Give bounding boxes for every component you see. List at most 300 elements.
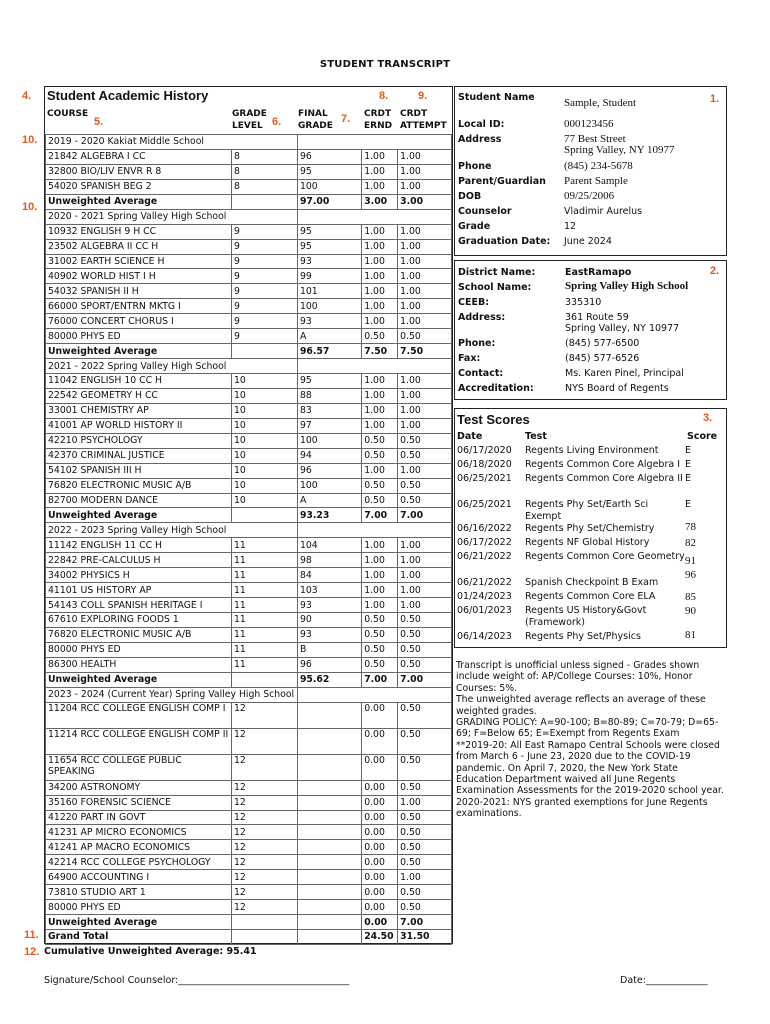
test-date: 06/25/2021 — [457, 499, 512, 510]
grade-level — [231, 194, 297, 209]
credits-earned: 24.50 — [362, 930, 398, 945]
final-grade: 95 — [297, 224, 361, 239]
grade-level: 8 — [231, 149, 297, 164]
credits-attempted: 0.50 — [398, 613, 452, 628]
credits-earned: 1.00 — [362, 149, 398, 164]
final-grade: 94 — [297, 448, 361, 463]
course-name: 64900 ACCOUNTING I — [46, 870, 232, 885]
course-name: 22842 PRE-CALCULUS H — [46, 553, 232, 568]
credits-earned: 0.50 — [362, 329, 398, 344]
grade-level: 12 — [231, 795, 297, 810]
test-col-date: Date — [457, 431, 483, 442]
test-score: E — [685, 499, 692, 510]
credits-attempted: 1.00 — [398, 568, 452, 583]
credits-attempted: 0.50 — [398, 780, 452, 795]
district-label: District Name: — [458, 267, 536, 278]
credits-earned: 0.00 — [362, 795, 398, 810]
credits-attempted: 7.00 — [398, 915, 452, 930]
course-name: 54102 SPANISH III H — [46, 463, 232, 478]
course-name: 41241 AP MACRO ECONOMICS — [46, 840, 232, 855]
credits-earned: 1.00 — [362, 374, 398, 389]
grade-level — [231, 930, 297, 945]
district-value: EastRamapo — [565, 267, 632, 278]
col-crdt-attempt: CRDT ATTEMPT — [400, 109, 447, 131]
credits-attempted: 1.00 — [398, 164, 452, 179]
test-score: 90 — [685, 605, 696, 617]
credits-attempted: 0.50 — [398, 478, 452, 493]
credits-earned: 1.00 — [362, 403, 398, 418]
credits-earned: 1.00 — [362, 284, 398, 299]
course-name: 76000 CONCERT CHORUS I — [46, 314, 232, 329]
credits-attempted: 7.00 — [398, 508, 452, 523]
empty-cell — [297, 359, 451, 374]
callout-10b: 10. — [22, 201, 38, 213]
credits-attempted: 7.50 — [398, 344, 452, 359]
final-grade — [297, 855, 361, 870]
local-id-label: Local ID: — [458, 119, 505, 130]
grade-level — [231, 915, 297, 930]
course-row — [46, 388, 452, 403]
callout-11: 11. — [24, 929, 39, 941]
final-grade: 100 — [297, 478, 361, 493]
school-year-label: 2019 - 2020 Kakiat Middle School — [46, 135, 298, 150]
average-row — [46, 930, 452, 945]
fax-label: Fax: — [458, 353, 481, 364]
course-row — [46, 795, 452, 810]
credits-earned: 0.00 — [362, 780, 398, 795]
test-date: 06/01/2023 — [457, 605, 512, 616]
col-grade-level: GRADE LEVEL — [232, 109, 267, 131]
final-grade — [297, 915, 361, 930]
grade-level: 11 — [231, 642, 297, 657]
test-name: Regents Phy Set/Earth Sci Exempt — [525, 499, 649, 522]
callout-8: 8. — [379, 90, 389, 102]
grade-level — [231, 672, 297, 687]
final-grade — [297, 840, 361, 855]
contact-label: Contact: — [458, 368, 504, 379]
school-year-row — [46, 359, 452, 374]
course-row — [46, 780, 452, 795]
credits-earned: 0.00 — [362, 840, 398, 855]
credits-attempted: 0.50 — [398, 493, 452, 508]
final-grade: 83 — [297, 403, 361, 418]
credits-attempted: 3.00 — [398, 194, 452, 209]
credits-attempted: 1.00 — [398, 388, 452, 403]
test-score: 96 — [685, 569, 696, 581]
course-name: 67610 EXPLORING FOODS 1 — [46, 613, 232, 628]
callout-1: 1. — [710, 93, 720, 105]
grade-level: 9 — [231, 224, 297, 239]
credits-earned: 1.00 — [362, 568, 398, 583]
credits-attempted: 0.50 — [398, 810, 452, 825]
final-grade — [297, 702, 361, 728]
credits-attempted: 0.50 — [398, 825, 452, 840]
credits-attempted: 1.00 — [398, 403, 452, 418]
course-row — [46, 885, 452, 900]
course-row — [46, 239, 452, 254]
final-grade: 97 — [297, 418, 361, 433]
credits-attempted: 1.00 — [398, 463, 452, 478]
col-final-grade: FINAL GRADE — [298, 109, 333, 131]
course-row — [46, 553, 452, 568]
course-name: 32800 BIO/LIV ENVR R 8 — [46, 164, 232, 179]
final-grade: 97.00 — [297, 194, 361, 209]
final-grade: B — [297, 642, 361, 657]
course-row — [46, 728, 452, 754]
course-name: 41220 PART IN GOVT — [46, 810, 232, 825]
course-row — [46, 627, 452, 642]
fax-value: (845) 577-6526 — [565, 353, 640, 364]
credits-attempted: 0.50 — [398, 728, 452, 754]
school-phone-value: (845) 577-6500 — [565, 338, 640, 349]
test-scores-box — [454, 408, 727, 648]
test-date: 01/24/2023 — [457, 591, 512, 602]
school-year-row — [46, 135, 452, 150]
grade-level: 12 — [231, 702, 297, 728]
course-name: 86300 HEALTH — [46, 657, 232, 672]
course-name: 22542 GEOMETRY H CC — [46, 388, 232, 403]
address-line1: 77 Best Street — [564, 133, 626, 145]
course-name: 31002 EARTH SCIENCE H — [46, 254, 232, 269]
course-name: 11142 ENGLISH 11 CC H — [46, 538, 232, 553]
course-row — [46, 164, 452, 179]
course-name: 54020 SPANISH BEG 2 — [46, 179, 232, 194]
final-grade: 93 — [297, 598, 361, 613]
test-date: 06/21/2022 — [457, 577, 512, 588]
course-row — [46, 657, 452, 672]
credits-earned: 0.50 — [362, 478, 398, 493]
credits-earned: 0.00 — [362, 728, 398, 754]
school-phone-label: Phone: — [458, 338, 496, 349]
final-grade: 96 — [297, 149, 361, 164]
credits-attempted: 1.00 — [398, 553, 452, 568]
credits-attempted: 0.50 — [398, 448, 452, 463]
final-grade: 93 — [297, 254, 361, 269]
credits-earned: 7.50 — [362, 344, 398, 359]
course-row — [46, 284, 452, 299]
final-grade: 98 — [297, 553, 361, 568]
course-name: 80000 PHYS ED — [46, 642, 232, 657]
course-row — [46, 463, 452, 478]
grade-level: 11 — [231, 553, 297, 568]
course-name: 11654 RCC COLLEGE PUBLIC SPEAKING — [46, 754, 232, 780]
course-row — [46, 418, 452, 433]
credits-attempted: 1.00 — [398, 598, 452, 613]
student-name-label: Student Name — [458, 92, 535, 103]
credits-attempted: 31.50 — [398, 930, 452, 945]
course-row — [46, 149, 452, 164]
student-info-box — [454, 86, 727, 256]
course-name: 41231 AP MICRO ECONOMICS — [46, 825, 232, 840]
course-name: 66000 SPORT/ENTRN MKTG I — [46, 299, 232, 314]
course-name: 35160 FORENSIC SCIENCE — [46, 795, 232, 810]
grade-level: 9 — [231, 329, 297, 344]
credits-attempted: 0.50 — [398, 900, 452, 915]
credits-earned: 1.00 — [362, 224, 398, 239]
course-row — [46, 825, 452, 840]
grade-level: 9 — [231, 299, 297, 314]
course-row — [46, 598, 452, 613]
empty-cell — [297, 523, 451, 538]
school-name-value: Spring Valley High School — [565, 280, 689, 292]
final-grade: 95 — [297, 164, 361, 179]
course-row — [46, 810, 452, 825]
test-score: 78 — [685, 521, 696, 533]
credits-attempted: 1.00 — [398, 299, 452, 314]
accreditation-value: NYS Board of Regents — [565, 383, 669, 394]
grade-level: 10 — [231, 374, 297, 389]
grade-level: 9 — [231, 314, 297, 329]
grade-level: 10 — [231, 403, 297, 418]
graduation-value: June 2024 — [564, 236, 612, 247]
grade-level: 9 — [231, 269, 297, 284]
empty-cell — [297, 687, 451, 702]
grade-level: 11 — [231, 627, 297, 642]
school-year-row — [46, 209, 452, 224]
cumulative-average: Cumulative Unweighted Average: 95.41 — [44, 946, 257, 957]
credits-earned: 0.00 — [362, 885, 398, 900]
credits-earned: 1.00 — [362, 388, 398, 403]
average-row — [46, 508, 452, 523]
local-id-value: 000123456 — [564, 118, 614, 130]
credits-attempted: 1.00 — [398, 418, 452, 433]
final-grade — [297, 728, 361, 754]
test-col-score: Score — [687, 431, 718, 442]
course-name: 33001 CHEMISTRY AP — [46, 403, 232, 418]
credits-earned: 1.00 — [362, 314, 398, 329]
course-name: 10932 ENGLISH 9 H CC — [46, 224, 232, 239]
grade-level: 12 — [231, 810, 297, 825]
course-row — [46, 448, 452, 463]
course-name: Grand Total — [46, 930, 232, 945]
final-grade: 90 — [297, 613, 361, 628]
course-name: Unweighted Average — [46, 672, 232, 687]
final-grade: 95.62 — [297, 672, 361, 687]
credits-earned: 0.00 — [362, 900, 398, 915]
final-grade — [297, 754, 361, 780]
test-score: E — [685, 459, 692, 470]
school-year-label: 2023 - 2024 (Current Year) Spring Valley High School — [46, 687, 298, 702]
grade-level: 10 — [231, 463, 297, 478]
callout-5: 5. — [94, 116, 104, 128]
callout-7: 7. — [341, 113, 351, 125]
course-row — [46, 855, 452, 870]
final-grade — [297, 885, 361, 900]
credits-attempted: 1.00 — [398, 239, 452, 254]
credits-earned: 1.00 — [362, 418, 398, 433]
grade-level: 12 — [231, 754, 297, 780]
course-row — [46, 269, 452, 284]
transcript-notes — [456, 660, 726, 820]
callout-2: 2. — [710, 265, 720, 277]
credits-earned: 0.00 — [362, 855, 398, 870]
grade-level: 10 — [231, 418, 297, 433]
test-score: 85 — [685, 591, 696, 603]
credits-earned: 1.00 — [362, 239, 398, 254]
credits-earned: 1.00 — [362, 598, 398, 613]
credits-earned: 7.00 — [362, 672, 398, 687]
test-name: Regents NF Global History — [525, 537, 650, 548]
course-row — [46, 403, 452, 418]
grade-level: 10 — [231, 493, 297, 508]
course-row — [46, 870, 452, 885]
school-name-label: School Name: — [458, 282, 532, 293]
final-grade: 93 — [297, 314, 361, 329]
course-row — [46, 568, 452, 583]
date-signature-line[interactable]: Date:_____________ — [620, 975, 708, 986]
col-course: COURSE — [47, 109, 89, 119]
grade-value: 12 — [564, 221, 577, 232]
grade-level: 11 — [231, 583, 297, 598]
test-score: E — [685, 473, 692, 484]
final-grade: 100 — [297, 299, 361, 314]
grade-level: 11 — [231, 657, 297, 672]
academic-history-box — [44, 86, 453, 944]
final-grade: 88 — [297, 388, 361, 403]
test-date: 06/25/2021 — [457, 473, 512, 484]
grade-level — [231, 344, 297, 359]
credits-attempted: 0.50 — [398, 433, 452, 448]
final-grade: 95 — [297, 374, 361, 389]
course-name: 41001 AP WORLD HISTORY II — [46, 418, 232, 433]
academic-history-header: Student Academic History — [47, 88, 209, 103]
test-scores-header: Test Scores — [457, 412, 530, 427]
grade-level: 12 — [231, 870, 297, 885]
credits-attempted: 1.00 — [398, 538, 452, 553]
note-grading-policy: GRADING POLICY: A=90-100; B=80-89; C=70-79; D=65-69; F=Below 65; E=Exempt from Regents Exam — [456, 717, 719, 740]
course-name: 41101 US HISTORY AP — [46, 583, 232, 598]
final-grade: 100 — [297, 433, 361, 448]
test-date: 06/17/2020 — [457, 445, 512, 456]
credits-earned: 0.00 — [362, 870, 398, 885]
course-row — [46, 179, 452, 194]
test-date: 06/14/2023 — [457, 631, 512, 642]
final-grade — [297, 795, 361, 810]
credits-attempted: 7.00 — [398, 672, 452, 687]
course-name: 34200 ASTRONOMY — [46, 780, 232, 795]
credits-attempted: 1.00 — [398, 284, 452, 299]
final-grade: 99 — [297, 269, 361, 284]
callout-9: 9. — [418, 90, 428, 102]
credits-attempted: 0.50 — [398, 702, 452, 728]
course-name: Unweighted Average — [46, 344, 232, 359]
test-name: Regents Phy Set/Physics — [525, 631, 641, 642]
school-year-row — [46, 687, 452, 702]
credits-earned: 1.00 — [362, 299, 398, 314]
note-covid: **2019-20: All East Ramapo Central Schools were closed from March 6 - June 23, 2020 due to the COVID-19 pandemic. On April 7, 2020, the New York State Education Department waived all June Regents Examination Assessments for the 2019-2020 school year. 2020-2021: NYS granted exemptions for June Regents examinations. — [456, 739, 724, 820]
final-grade: 93 — [297, 627, 361, 642]
credits-earned: 1.00 — [362, 164, 398, 179]
counselor-signature-line[interactable]: Signature/School Counselor:____________________________________ — [44, 975, 350, 986]
grade-level: 12 — [231, 885, 297, 900]
credits-attempted: 1.00 — [398, 179, 452, 194]
course-name: 42210 PSYCHOLOGY — [46, 433, 232, 448]
credits-attempted: 0.50 — [398, 657, 452, 672]
final-grade: 104 — [297, 538, 361, 553]
final-grade — [297, 930, 361, 945]
phone-value: (845) 234-5678 — [564, 160, 633, 172]
grade-level: 12 — [231, 728, 297, 754]
test-date: 06/18/2020 — [457, 459, 512, 470]
grade-level — [231, 508, 297, 523]
credits-earned: 0.50 — [362, 613, 398, 628]
grade-label: Grade — [458, 221, 491, 232]
credits-earned: 1.00 — [362, 269, 398, 284]
credits-earned: 0.00 — [362, 810, 398, 825]
grade-level: 11 — [231, 598, 297, 613]
credits-earned: 0.00 — [362, 825, 398, 840]
credits-attempted: 1.00 — [398, 269, 452, 284]
course-name: Unweighted Average — [46, 508, 232, 523]
course-name: 42214 RCC COLLEGE PSYCHOLOGY — [46, 855, 232, 870]
callout-4: 4. — [22, 90, 32, 102]
course-name: 80000 PHYS ED — [46, 900, 232, 915]
average-row — [46, 672, 452, 687]
grade-level: 11 — [231, 538, 297, 553]
credits-earned: 1.00 — [362, 538, 398, 553]
course-row — [46, 538, 452, 553]
course-name: 80000 PHYS ED — [46, 329, 232, 344]
grade-level: 9 — [231, 284, 297, 299]
test-score: 81 — [685, 629, 696, 641]
credits-attempted: 1.00 — [398, 583, 452, 598]
course-row — [46, 493, 452, 508]
grade-level: 10 — [231, 448, 297, 463]
credits-attempted: 0.50 — [398, 885, 452, 900]
student-name-value: Sample, Student — [564, 97, 637, 109]
school-address-label: Address: — [458, 312, 506, 323]
course-row — [46, 314, 452, 329]
ceeb-label: CEEB: — [458, 297, 489, 308]
test-name: Spanish Checkpoint B Exam — [525, 577, 659, 588]
credits-earned: 1.00 — [362, 553, 398, 568]
credits-attempted: 1.00 — [398, 149, 452, 164]
course-name: 54143 COLL SPANISH HERITAGE I — [46, 598, 232, 613]
graduation-label: Graduation Date: — [458, 236, 551, 247]
school-year-label: 2021 - 2022 Spring Valley High School — [46, 359, 298, 374]
course-name: 42370 CRIMINAL JUSTICE — [46, 448, 232, 463]
grade-level: 12 — [231, 840, 297, 855]
course-row — [46, 613, 452, 628]
course-name: 21842 ALGEBRA I CC — [46, 149, 232, 164]
school-address-line2: Spring Valley, NY 10977 — [565, 323, 680, 334]
credits-earned: 0.00 — [362, 702, 398, 728]
course-name: 76820 ELECTRONIC MUSIC A/B — [46, 627, 232, 642]
course-row — [46, 702, 452, 728]
test-col-test: Test — [525, 431, 547, 442]
address-label: Address — [458, 134, 502, 145]
grade-level: 10 — [231, 388, 297, 403]
test-date: 06/21/2022 — [457, 551, 512, 562]
credits-earned: 0.00 — [362, 754, 398, 780]
credits-earned: 1.00 — [362, 463, 398, 478]
final-grade: 100 — [297, 179, 361, 194]
final-grade: 96 — [297, 657, 361, 672]
credits-earned: 1.00 — [362, 254, 398, 269]
test-score: 82 — [685, 537, 696, 549]
final-grade: 101 — [297, 284, 361, 299]
grade-level: 12 — [231, 825, 297, 840]
note-unweighted: The unweighted average reflects an average of these weighted grades. — [456, 694, 706, 717]
school-year-row — [46, 523, 452, 538]
test-score: E — [685, 445, 692, 456]
course-row — [46, 299, 452, 314]
credits-earned: 0.50 — [362, 642, 398, 657]
credits-earned: 1.00 — [362, 583, 398, 598]
final-grade: 95 — [297, 239, 361, 254]
course-name: Unweighted Average — [46, 915, 232, 930]
credits-earned: 3.00 — [362, 194, 398, 209]
